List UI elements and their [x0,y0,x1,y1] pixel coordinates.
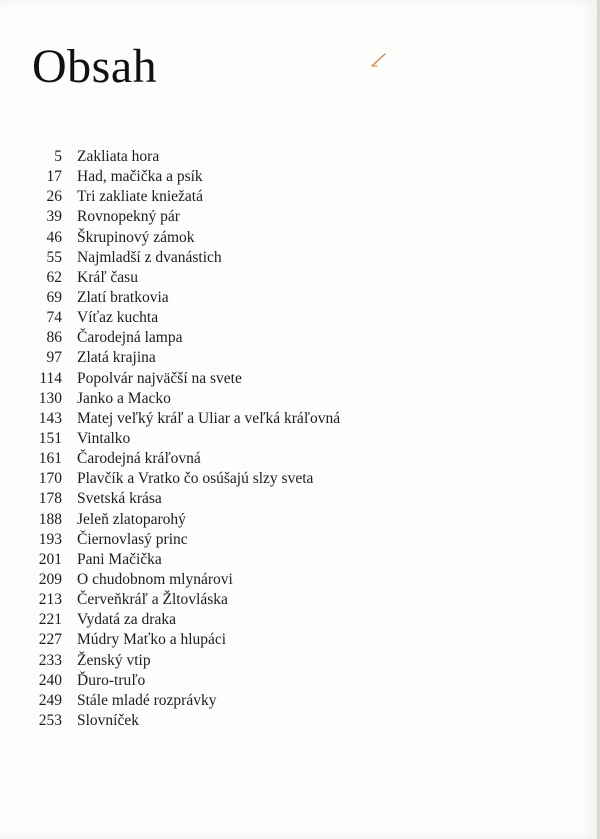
toc-entry [0,288,560,308]
toc-title: Ženský vtip [77,651,151,669]
toc-title: Múdry Maťko a hlupáci [77,631,227,649]
toc-title: Čarodejná kráľovná [77,450,201,468]
toc-title: Matej veľký kráľ a Uliar a veľká kráľovná [77,409,341,427]
toc-page-number: 39 [46,208,62,226]
toc-entry [0,711,560,731]
toc-entry [0,630,560,650]
toc-page-number: 69 [46,288,62,306]
toc-page-number: 55 [46,248,62,266]
toc-entry [0,248,560,268]
toc-title: O chudobnom mlynárovi [77,570,233,588]
toc-title: Had, mačička a psík [77,168,203,186]
toc-page-number: 5 [54,148,62,165]
toc-title: Kráľ času [77,268,138,286]
toc-page-number: 193 [38,530,62,548]
toc-entry [0,369,560,389]
toc-page-number: 253 [38,711,62,729]
toc-entry [0,590,560,610]
toc-page-number: 114 [39,369,62,387]
toc-entry [0,671,560,691]
toc-page-number: 97 [46,349,62,367]
toc-title: Svetská krása [77,490,162,508]
toc-page-number: 221 [38,611,62,629]
toc-title: Stále mladé rozprávky [77,691,217,709]
toc-entry [0,530,560,550]
toc-entry [0,187,560,207]
toc-entry [0,409,560,429]
toc-page-number: 213 [38,591,62,609]
table-of-contents [0,147,560,731]
toc-title: Čarodejná lampa [77,329,183,347]
toc-entry [0,147,560,167]
toc-entry [0,691,560,711]
toc-page-number: 86 [46,329,62,347]
toc-title: Rovnopekný pár [77,208,180,226]
toc-title: Vydatá za draka [77,611,176,629]
toc-entry [0,429,560,449]
toc-page-number: 26 [46,188,62,206]
toc-title: Vintalko [77,429,131,447]
toc-entry [0,550,560,570]
toc-entry [0,207,560,227]
toc-page-number: 62 [46,268,62,286]
toc-entry [0,610,560,630]
toc-page-number: 178 [38,490,62,508]
toc-entry [0,570,560,590]
toc-entry [0,651,560,671]
toc-entry [0,328,560,348]
toc-entry [0,489,560,509]
toc-entry [0,308,560,328]
toc-title: Zlatí bratkovia [77,288,169,306]
toc-title: Slovníček [77,711,139,729]
toc-title: Škrupinový zámok [77,228,195,246]
toc-entry [0,348,560,368]
toc-page-number: 46 [46,228,62,246]
toc-title: Plavčík a Vratko čo osúšajú slzy sveta [77,470,314,488]
toc-entry [0,469,560,489]
toc-title: Pani Mačička [77,550,162,568]
toc-entry [0,510,560,530]
pencil-mark-icon [369,50,389,70]
toc-title: Čiernovlasý princ [77,530,188,548]
page-title: Obsah [32,40,158,93]
toc-title: Ďuro-truľo [77,671,146,689]
toc-title: Zakliata hora [77,148,160,165]
toc-title: Jeleň zlatoparohý [77,510,186,528]
toc-title: Popolvár najväčší na svete [77,369,242,387]
toc-entry [0,389,560,409]
toc-page-number: 188 [38,510,62,528]
toc-title: Tri zakliate kniežatá [77,188,203,206]
toc-entry [0,268,560,288]
toc-title: Červeňkráľ a Žltovláska [77,591,228,609]
toc-page-number: 143 [38,409,62,427]
toc-page-number: 233 [38,651,62,669]
toc-page-number: 151 [38,429,62,447]
toc-title: Víťaz kuchta [77,309,159,327]
toc-entry [0,449,560,469]
toc-page-number: 17 [46,168,62,186]
toc-title: Janko a Macko [77,389,171,407]
toc-page-number: 240 [38,671,62,689]
toc-page-number: 74 [46,309,62,327]
toc-title: Najmladší z dvanástich [77,248,222,266]
toc-page-number: 227 [38,631,62,649]
toc-entry [0,228,560,248]
toc-page-number: 161 [38,450,62,468]
toc-title: Zlatá krajina [77,349,156,367]
toc-page-number: 209 [38,570,62,588]
toc-page-number: 130 [38,389,62,407]
toc-page-number: 249 [38,691,62,709]
toc-entry [0,167,560,187]
toc-page-number: 201 [38,550,62,568]
toc-page-number: 170 [38,470,62,488]
